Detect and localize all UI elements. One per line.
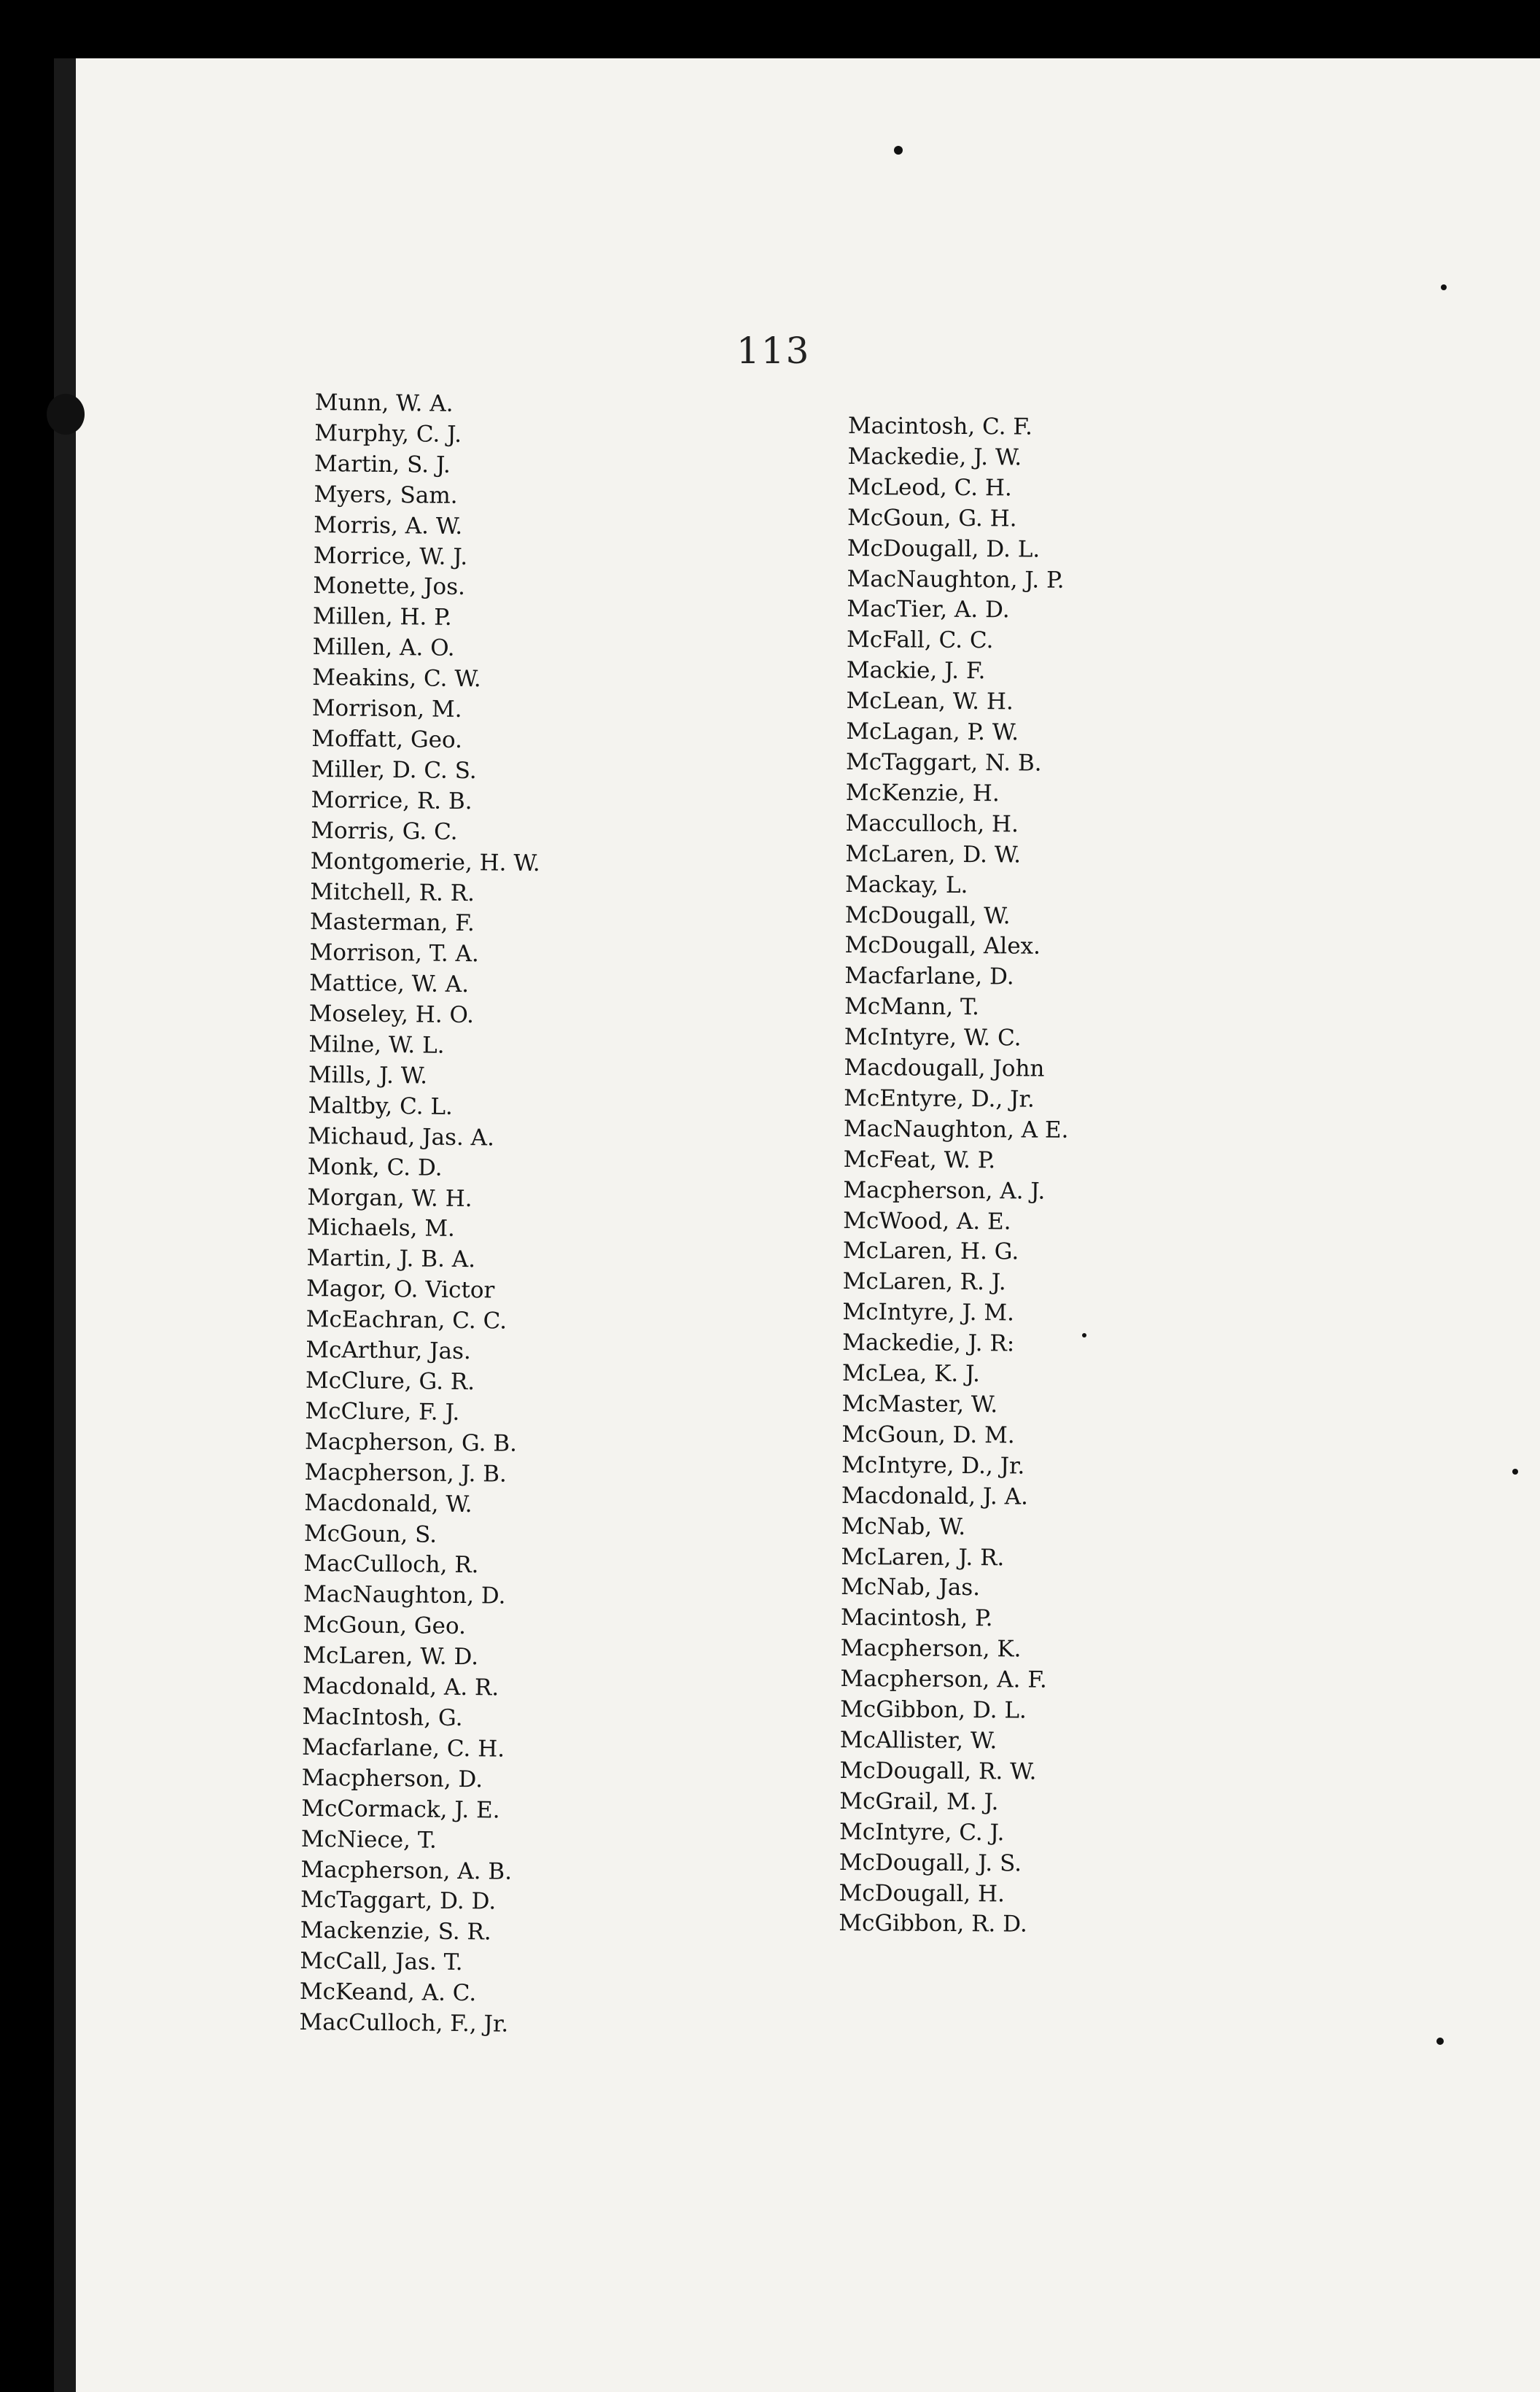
list-item: McCormack, J. E. — [301, 1795, 500, 1824]
list-item: McDougall, R. W. — [839, 1757, 1037, 1785]
list-item: McNab, Jas. — [841, 1574, 981, 1601]
list-item: Myers, Sam. — [314, 481, 458, 509]
list-item: Macpherson, K. — [840, 1635, 1022, 1663]
list-item: Martin, S. J. — [314, 450, 451, 478]
list-item: McFeat, W. P. — [843, 1146, 996, 1174]
list-item: McLaren, H. G. — [842, 1238, 1019, 1265]
list-item: Magor, O. Victor — [306, 1275, 495, 1304]
list-item: McTaggart, D. D. — [300, 1887, 497, 1915]
name-list-right — [839, 411, 1073, 1941]
list-item: Morris, G. C. — [311, 817, 458, 845]
scan-speck — [1512, 1469, 1518, 1475]
list-item: Martin, J. B. A. — [306, 1245, 476, 1273]
scan-speck — [894, 146, 903, 155]
list-item: Michaud, Jas. A. — [307, 1122, 495, 1152]
list-item: McClure, F. J. — [305, 1397, 460, 1426]
name-list-left — [299, 388, 545, 2040]
list-item: MacNaughton, D. — [303, 1581, 506, 1609]
list-item: McLaren, D. W. — [845, 840, 1022, 869]
list-item: Mackedie, J. R: — [842, 1329, 1015, 1357]
list-item: McArthur, Jas. — [306, 1337, 472, 1365]
list-item: MacNaughton, A E. — [843, 1115, 1069, 1143]
list-item: Morrice, W. J. — [313, 542, 468, 570]
list-item: Macdonald, A. R. — [302, 1672, 499, 1701]
list-item: Macpherson, D. — [301, 1764, 483, 1793]
list-item: MacTier, A. D. — [847, 596, 1010, 624]
list-item: MacCulloch, R. — [303, 1550, 479, 1579]
list-item: Millen, A. O. — [312, 634, 455, 662]
list-item: Morrison, T. A. — [309, 939, 480, 968]
list-item: Moseley, H. O. — [308, 1001, 475, 1029]
list-item: McGrail, M. J. — [839, 1787, 999, 1816]
scan-speck — [1441, 284, 1447, 290]
list-item: Michaels, M. — [306, 1214, 456, 1243]
list-item: Monk, C. D. — [307, 1153, 443, 1181]
list-item: Moffatt, Geo. — [311, 725, 463, 753]
list-item: Mackay, L. — [844, 871, 968, 898]
list-item: Macfarlane, C. H. — [301, 1733, 505, 1763]
list-item: Macpherson, J. B. — [304, 1459, 508, 1488]
list-item: Morrice, R. B. — [311, 786, 472, 815]
list-item: Macpherson, A. B. — [300, 1856, 513, 1885]
scan-speck — [1082, 1333, 1086, 1337]
list-item: McIntyre, D., Jr. — [841, 1451, 1025, 1480]
list-item: Macintosh, P. — [840, 1604, 993, 1632]
list-item: McWood, A. E. — [843, 1207, 1011, 1235]
list-item: McAllister, W. — [839, 1726, 998, 1755]
list-item: McDougall, Alex. — [844, 932, 1041, 960]
list-item: McNiece, T. — [300, 1825, 437, 1854]
list-item: McDougall, W. — [844, 901, 1011, 929]
list-item: Macculloch, H. — [845, 809, 1019, 838]
list-item: McLaren, J. R. — [841, 1543, 1005, 1571]
list-item: Montgomerie, H. W. — [310, 847, 540, 877]
list-item: McGoun, G. H. — [847, 504, 1017, 532]
list-item: McNab, W. — [841, 1513, 966, 1540]
list-item: Mills, J. W. — [308, 1061, 428, 1090]
list-item: McGoun, Geo. — [303, 1612, 467, 1640]
list-item: Mitchell, R. R. — [310, 878, 475, 906]
list-item: McGoun, D. M. — [841, 1421, 1015, 1449]
list-item: McIntyre, J. M. — [842, 1299, 1015, 1327]
list-item: McMaster, W. — [841, 1390, 998, 1418]
list-item: McCall, Jas. T. — [300, 1948, 463, 1976]
list-item: Macdougall, John — [844, 1055, 1045, 1082]
list-item: McDougall, J. S. — [839, 1849, 1022, 1877]
list-item: McGibbon, R. D. — [839, 1910, 1027, 1938]
list-item: Murphy, C. J. — [314, 419, 462, 448]
list-item: Monette, Jos. — [313, 572, 466, 601]
list-item: Macfarlane, D. — [844, 963, 1014, 990]
list-item: McClure, G. R. — [305, 1367, 475, 1396]
list-item: Masterman, F. — [309, 909, 475, 937]
list-item: McDougall, H. — [839, 1879, 1006, 1907]
list-item: Macintosh, C. F. — [847, 412, 1033, 440]
list-item: McLea, K. J. — [841, 1360, 981, 1388]
list-item: McLeod, C. H. — [847, 473, 1012, 502]
list-item: McLean, W. H. — [846, 688, 1014, 715]
list-item: McTaggart, N. B. — [845, 748, 1042, 777]
list-item: Mackedie, J. W. — [847, 443, 1022, 471]
list-item: Mackenzie, S. R. — [300, 1917, 491, 1946]
list-item: Millen, H. P. — [312, 603, 452, 632]
list-item: MacIntosh, G. — [302, 1703, 463, 1731]
list-item: Morgan, W. H. — [307, 1184, 472, 1212]
list-item: Miller, D. C. S. — [311, 756, 477, 785]
list-item: McLaren, W. D. — [303, 1642, 479, 1671]
scan-speck — [1436, 2038, 1444, 2045]
list-item: MacNaughton, J. P. — [847, 565, 1065, 594]
list-item: Macpherson, A. J. — [843, 1176, 1046, 1205]
list-item: Macpherson, A. F. — [840, 1666, 1047, 1693]
list-item: Maltby, C. L. — [308, 1092, 454, 1120]
list-item: Mackie, J. F. — [846, 657, 986, 685]
scan-speck — [47, 394, 85, 435]
page-number: 113 — [736, 330, 811, 372]
list-item: Morris, A. W. — [314, 511, 463, 540]
book-page — [64, 58, 1540, 2392]
list-item: MacCulloch, F., Jr. — [299, 2008, 509, 2038]
list-item: McEntyre, D., Jr. — [844, 1084, 1035, 1113]
list-item: Macdonald, W. — [304, 1489, 472, 1518]
list-item: McKeand, A. C. — [299, 1979, 477, 2007]
list-item: Munn, W. A. — [314, 389, 454, 417]
list-item: Mattice, W. A. — [308, 970, 470, 998]
list-item: McMann, T. — [844, 993, 980, 1021]
list-item: McGibbon, D. L. — [840, 1696, 1027, 1724]
list-item: McDougall, D. L. — [847, 535, 1041, 563]
list-item: Morrison, M. — [311, 695, 462, 723]
list-item: McKenzie, H. — [845, 779, 1000, 807]
list-item: McIntyre, C. J. — [839, 1818, 1005, 1847]
list-item: McIntyre, W. C. — [844, 1024, 1022, 1052]
list-item: Milne, W. L. — [308, 1030, 445, 1059]
list-item: McLaren, R. J. — [842, 1268, 1006, 1296]
list-item: Macdonald, J. A. — [841, 1482, 1029, 1510]
list-item: Macpherson, G. B. — [304, 1428, 518, 1457]
list-item: McFall, C. C. — [846, 626, 994, 654]
list-item: Meakins, C. W. — [312, 664, 481, 693]
list-item: McGoun, S. — [303, 1520, 438, 1548]
list-item: McLagan, P. W. — [846, 718, 1019, 746]
list-item: McEachran, C. C. — [306, 1306, 508, 1335]
